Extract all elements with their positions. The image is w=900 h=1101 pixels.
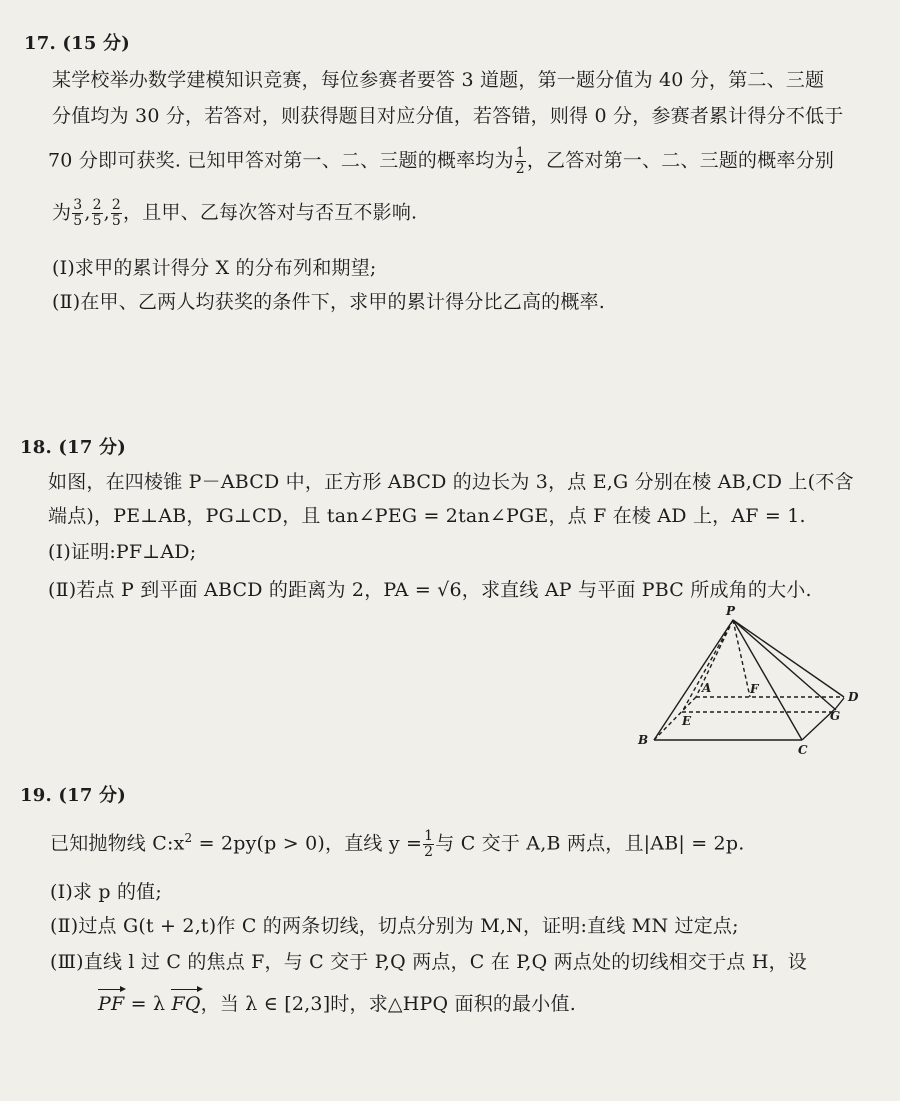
frac-den: 2	[424, 843, 434, 860]
q19-part-3: (Ⅲ)直线 l 过 C 的焦点 F，与 C 交于 P,Q 两点，C 在 P,Q 两点处的切线相交于点 H，设	[50, 951, 808, 973]
frac-num: 1	[424, 827, 434, 844]
q17-line-3a: 70 分即可获奖. 已知甲答对第一、二、三题的概率均为	[48, 149, 514, 172]
q18-part-1: (Ⅰ)证明:PF⊥AD;	[48, 541, 197, 563]
fraction-3-5	[72, 198, 83, 229]
q18-heading: 18. (17 分)	[20, 437, 126, 458]
edge-PB	[654, 620, 733, 740]
pyramid-figure	[630, 600, 870, 760]
exponent: 2	[184, 831, 193, 845]
label-P: P	[726, 604, 736, 618]
fraction-half	[515, 146, 526, 177]
fraction-half-y	[423, 829, 434, 860]
label-A: A	[702, 681, 712, 695]
frac-den: 2	[515, 161, 525, 177]
q19-part-1: (Ⅰ)求 p 的值;	[50, 881, 162, 903]
label-C: C	[798, 743, 808, 757]
q17-part-2: (Ⅱ)在甲、乙两人均获奖的条件下，求甲的累计得分比乙高的概率.	[52, 291, 605, 313]
edge-PE	[682, 620, 733, 712]
q17-line-4a: 为	[52, 201, 72, 224]
vector-FQ: FQ	[171, 993, 201, 1015]
fraction-2-5-a	[92, 198, 103, 229]
q17-line-4: 为 $\frac{3}{5}$ , $\frac{2}{5}$ , $\frac{2}{5}$ ，且甲、乙每次答对与否互不影响.	[52, 197, 418, 229]
q17-line-2: 分值均为 30 分，若答对，则获得题目对应分值，若答错，则得 0 分，参赛者累计得分不低于	[52, 105, 844, 127]
frac-num: 1	[515, 145, 525, 161]
q19-line-1c: 与 C 交于 A,B 两点，且|AB| = 2p.	[435, 832, 745, 855]
frac-num: 2	[111, 197, 122, 213]
q18-part-2: (Ⅱ)若点 P 到平面 ABCD 的距离为 2，PA = √6，求直线 AP 与平面 PBC 所成角的大小.	[48, 579, 812, 601]
frac-den: 5	[111, 213, 122, 229]
q19-heading: 19. (17 分)	[20, 785, 126, 806]
q17-line-3	[48, 146, 834, 177]
q17-heading: 17. (15 分)	[24, 33, 130, 54]
fraction-2-5-b	[111, 198, 122, 229]
q19-part-2: (Ⅱ)过点 G(t + 2,t)作 C 的两条切线，切点分别为 M,N，证明:直线 MN 过定点;	[50, 915, 739, 937]
label-D: D	[848, 690, 859, 704]
q17-line-3b: ，乙答对第一、二、三题的概率分别	[526, 149, 835, 172]
q19-line-5b: ，当 λ ∈ [2,3]时，求△HPQ 面积的最小值.	[200, 993, 576, 1015]
q18-line-2: 端点)，PE⊥AB，PG⊥CD，且 tan∠PEG = 2tan∠PGE，点 F 在棱 AD 上，AF = 1.	[48, 505, 806, 527]
edge-PC	[733, 620, 802, 740]
q18-line-1: 如图，在四棱锥 P－ABCD 中，正方形 ABCD 的边长为 3，点 E,G 分别在棱 AB,CD 上(不含	[48, 471, 854, 493]
frac-den: 5	[92, 213, 102, 229]
q19-line-5a: = λ	[124, 993, 172, 1015]
frac-num: 2	[92, 197, 102, 213]
q17-line-4b: ，且甲、乙每次答对与否互不影响.	[123, 201, 418, 224]
label-E: E	[682, 714, 692, 728]
label-F: F	[750, 682, 759, 696]
label-G: G	[830, 709, 841, 723]
q17-line-1: 某学校举办数学建模知识竞赛，每位参赛者要答 3 道题，第一题分值为 40 分，第二、三题	[52, 69, 825, 91]
q19-line-5	[98, 992, 576, 1016]
q19-line-1	[50, 826, 744, 860]
edge-PF	[733, 620, 750, 697]
label-B: B	[638, 733, 649, 747]
edge-to-D	[836, 698, 844, 708]
q17-part-1: (Ⅰ)求甲的累计得分 X 的分布列和期望;	[52, 257, 377, 279]
q19-line-1b: = 2py(p > 0)，直线 y =	[192, 832, 423, 855]
vector-PF: PF	[98, 993, 125, 1015]
q19-line-1a: 已知抛物线 C:x	[50, 832, 185, 855]
frac-den: 5	[73, 213, 83, 229]
frac-num: 3	[73, 197, 83, 213]
